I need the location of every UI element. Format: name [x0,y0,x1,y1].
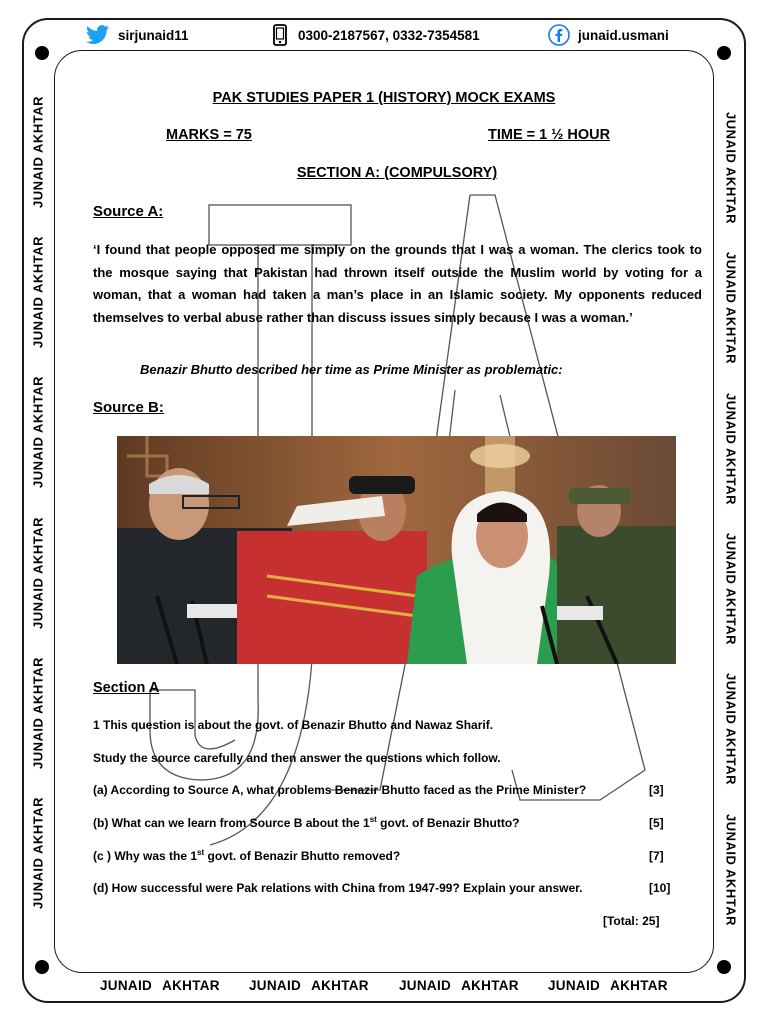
twitter-icon [86,25,110,45]
question-a: (a) According to Source A, what problems Benazir Bhutto faced as the Prime Minister? [93,783,587,797]
corner-dot [35,960,49,974]
total-marks: [Total: 25] [603,914,660,928]
twitter-handle-text: sirjunaid11 [118,27,189,43]
side-label: JUNAID AKHTAR [723,814,739,926]
question-intro: 1 This question is about the govt. of Benazir Bhutto and Nawaz Sharif. [93,718,494,732]
corner-dot [717,46,731,60]
question-c: (c ) Why was the 1st govt. of Benazir Bhutto removed? [93,848,401,863]
question-b-marks: [5] [649,816,664,830]
facebook-icon [548,24,570,46]
side-label: JUNAID AKHTAR [723,533,739,645]
side-label: JUNAID AKHTAR [723,393,739,505]
exam-title: PAK STUDIES PAPER 1 (HISTORY) MOCK EXAMS [212,90,556,106]
bottom-label: JUNAID AKHTAR [399,978,519,993]
source-a-quote: ‘I found that people opposed me simply on the grounds that I was a woman. The clerics took to the mosque saying that Pakistan had thrown itself outside the Muslim world by voting for a woman, that a woman had taken a man’s place in an Islamic society. My opponents reduced themselves to verbal abuse rather than discuss issues simply because I was a woman.’ [93,242,702,325]
marks-label: MARKS = 75 [166,127,252,143]
facebook-handle-text: junaid.usmani [578,27,669,43]
phone-numbers-text: 0300-2187567, 0332-7354581 [298,27,480,43]
twitter-handle [86,22,189,48]
side-label: JUNAID AKHTAR [30,657,46,769]
question-instruction: Study the source carefully and then answer the questions which follow. [93,751,501,765]
phone-numbers [270,22,480,48]
source-a-caption: Benazir Bhutto described her time as Prime Minister as problematic: [140,362,563,377]
bottom-label: JUNAID AKHTAR [548,978,668,993]
question-a-marks: [3] [649,783,664,797]
source-b-heading: Source B: [93,399,164,416]
side-label: JUNAID AKHTAR [723,252,739,364]
bottom-label: JUNAID AKHTAR [249,978,369,993]
side-label: JUNAID AKHTAR [723,673,739,785]
phone-icon [270,24,290,46]
source-a-heading: Source A: [93,203,164,220]
question-b: (b) What can we learn from Source B about the 1st govt. of Benazir Bhutto? [93,815,520,830]
section-title: SECTION A: (COMPULSORY) [296,165,498,181]
side-label: JUNAID AKHTAR [30,96,46,208]
section-a-heading: Section A [93,680,160,696]
corner-dot [35,46,49,60]
side-label: JUNAID AKHTAR [723,112,739,224]
side-label: JUNAID AKHTAR [30,517,46,629]
source-b-photo [117,436,676,664]
time-label: TIME = 1 ½ HOUR [488,127,611,143]
side-label: JUNAID AKHTAR [30,236,46,348]
side-label: JUNAID AKHTAR [30,797,46,909]
question-d-marks: [10] [649,881,671,895]
bottom-label: JUNAID AKHTAR [100,978,220,993]
corner-dot [717,960,731,974]
side-label: JUNAID AKHTAR [30,376,46,488]
question-d: (d) How successful were Pak relations with China from 1947-99? Explain your answer. [93,881,583,895]
facebook-handle [548,22,669,48]
question-c-marks: [7] [649,849,664,863]
